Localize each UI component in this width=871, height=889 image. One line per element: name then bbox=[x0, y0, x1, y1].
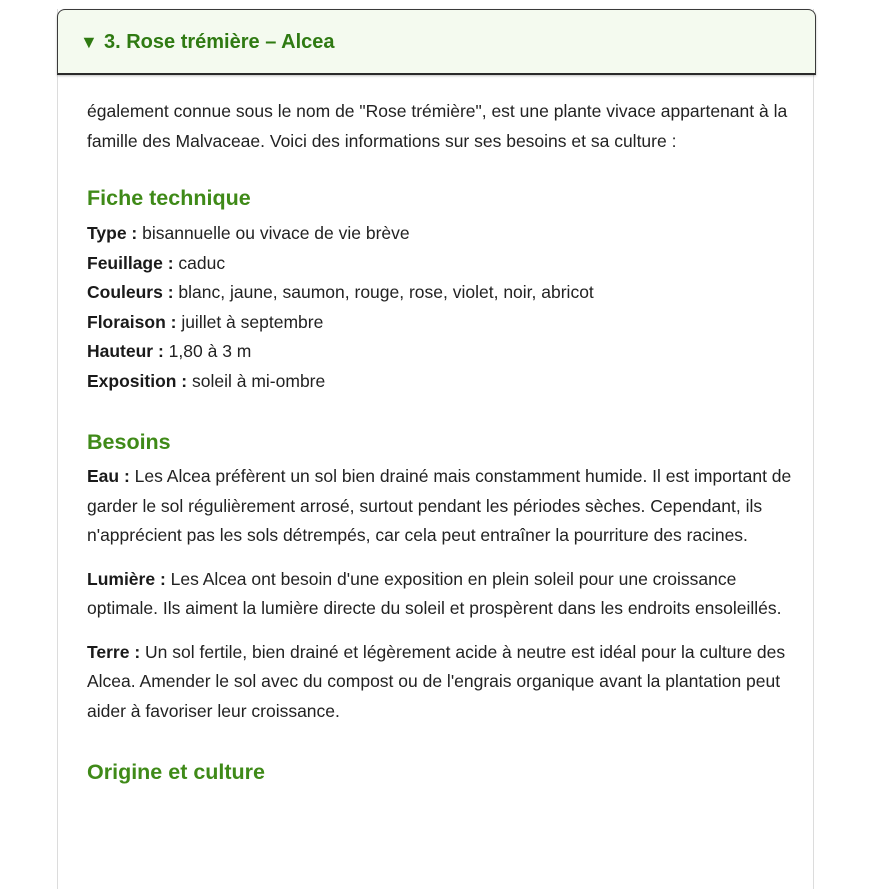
fiche-row-hauteur bbox=[87, 337, 792, 367]
fiche-value: bisannuelle ou vivace de vie brève bbox=[137, 223, 410, 243]
fiche-label: Feuillage : bbox=[87, 252, 174, 273]
accordion-section bbox=[57, 9, 814, 889]
intro-paragraph: également connue sous le nom de "Rose trémière", est une plante vivace appartenant à la famille des Malvaceae. Voici des informations sur ses besoins et sa culture : bbox=[87, 101, 788, 151]
fiche-row-floraison bbox=[87, 308, 792, 338]
besoins-eau-paragraph bbox=[87, 462, 792, 551]
besoins-text: Les Alcea ont besoin d'une exposition en plein soleil pour une croissance optimale. Ils aiment la lumière directe du soleil et prospèrent dans les endroits ensoleillés. bbox=[87, 568, 782, 618]
fiche-value: 1,80 à 3 m bbox=[163, 341, 252, 361]
fiche-label: Exposition : bbox=[87, 370, 188, 391]
fiche-label: Floraison : bbox=[87, 311, 177, 332]
besoins-text: Un sol fertile, bien drainé et légèrement acide à neutre est idéal pour la culture des Alcea. Amender le sol avec du compost ou de l'engrais organique avant la plantation peut aider à favoriser leur croissance. bbox=[87, 641, 786, 721]
accordion-header[interactable] bbox=[57, 9, 816, 75]
besoins-lumiere-paragraph bbox=[87, 565, 792, 624]
fiche-row-feuillage bbox=[87, 249, 792, 279]
origine-heading: Origine et culture bbox=[87, 760, 266, 784]
fiche-label: Couleurs : bbox=[87, 282, 174, 302]
fiche-label: Type : bbox=[87, 223, 138, 243]
fiche-list bbox=[87, 219, 792, 396]
besoins-text: Les Alcea préfèrent un sol bien drainé mais constamment humide. Il est important de garder le sol régulièrement arrosé, surtout pendant les périodes sèches. Cependant, ils n'apprécient pas les sols détrempés, car cela peut entraîner la pourriture des racines. bbox=[87, 466, 792, 545]
besoins-terre-paragraph bbox=[87, 638, 792, 727]
besoins-label: Terre : bbox=[87, 641, 141, 662]
fiche-row-type bbox=[87, 219, 792, 249]
fiche-row-couleurs bbox=[87, 278, 792, 308]
fiche-value: caduc bbox=[173, 252, 226, 273]
accordion-body bbox=[87, 97, 792, 786]
fiche-value: soleil à mi-ombre bbox=[187, 370, 326, 391]
section-title: 3. Rose trémière – Alcea bbox=[104, 31, 335, 53]
fiche-row-exposition bbox=[87, 367, 792, 397]
fiche-label: Hauteur : bbox=[87, 341, 164, 361]
triangle-down-icon: ▼ bbox=[80, 32, 98, 52]
besoins-label: Lumière : bbox=[87, 568, 166, 589]
fiche-value: blanc, jaune, saumon, rouge, rose, violet, noir, abricot bbox=[173, 282, 594, 302]
besoins-label: Eau : bbox=[87, 466, 130, 486]
besoins-heading: Besoins bbox=[87, 430, 171, 454]
fiche-value: juillet à septembre bbox=[176, 311, 324, 332]
fiche-heading: Fiche technique bbox=[87, 186, 251, 210]
